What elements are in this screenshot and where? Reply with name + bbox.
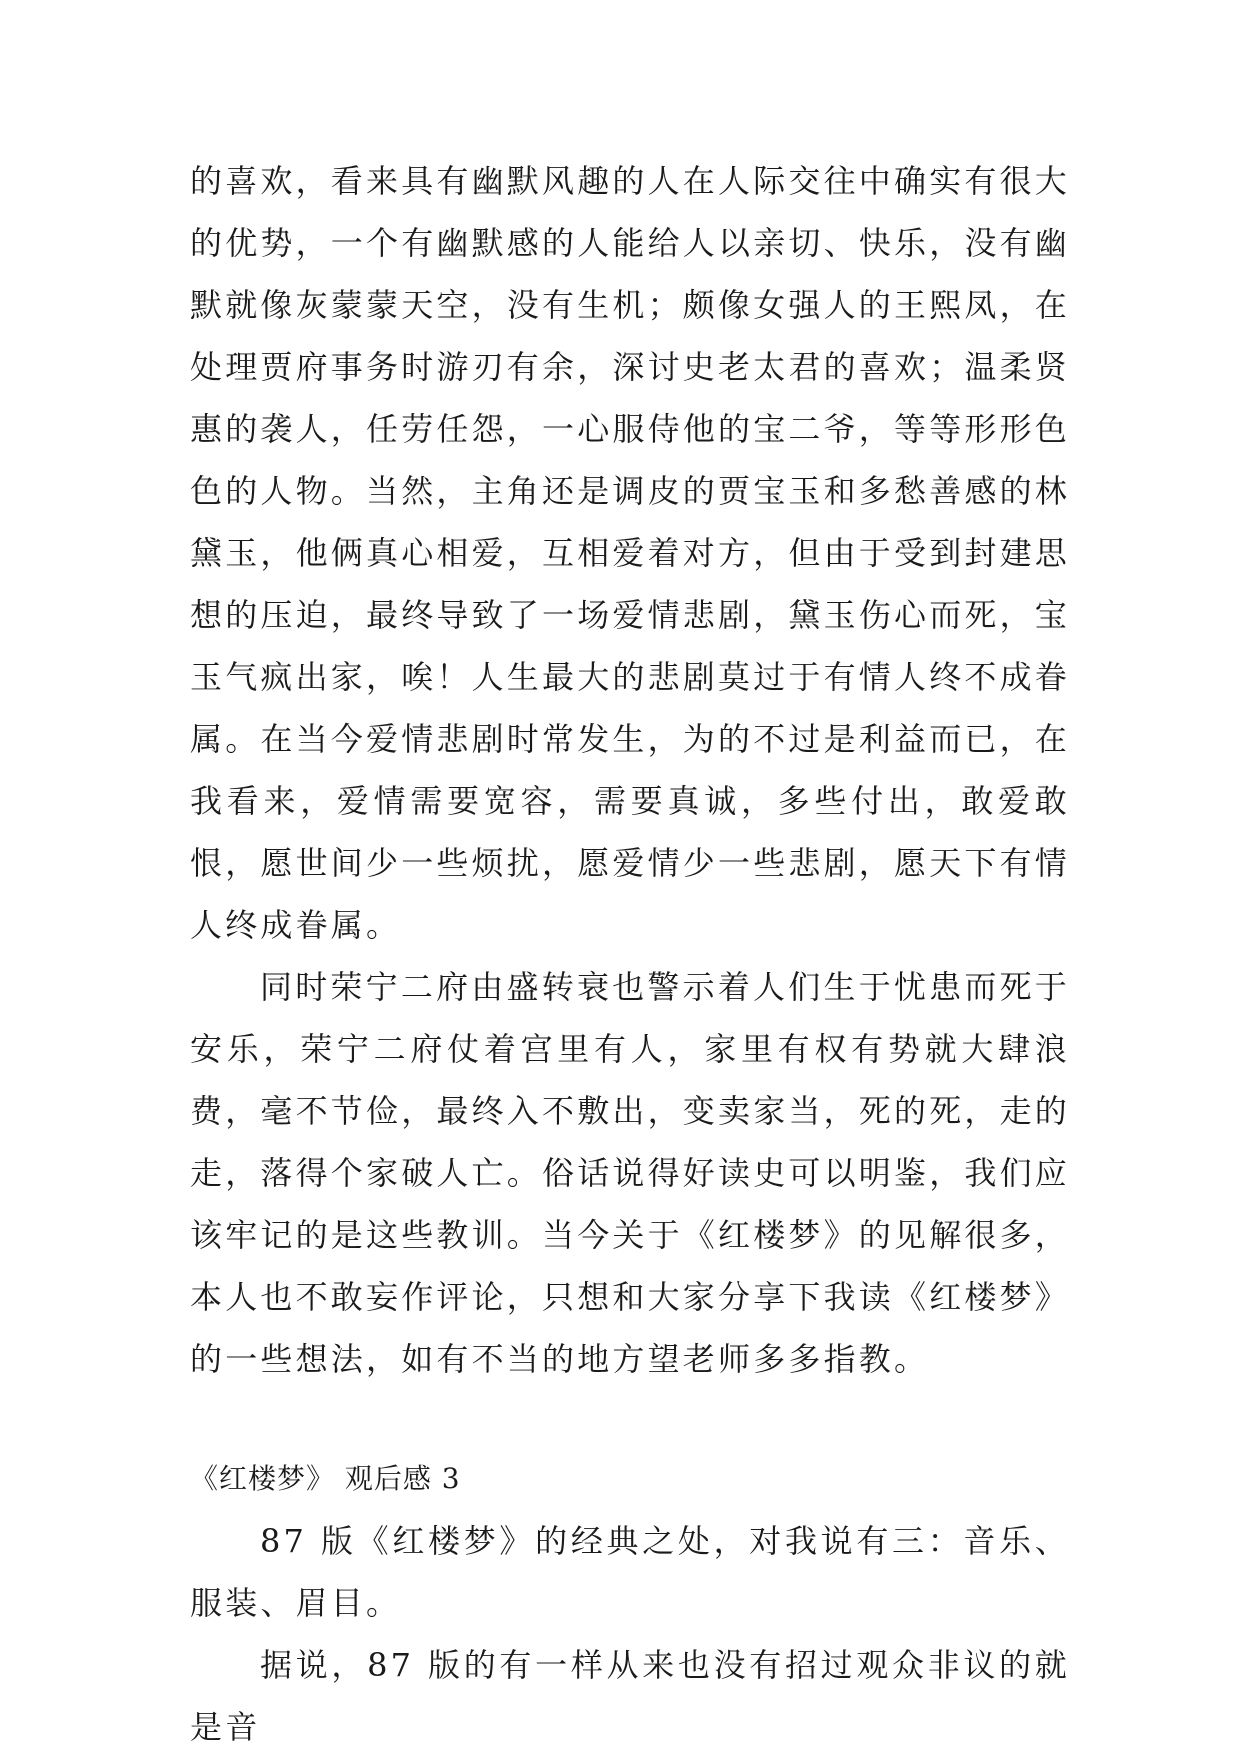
document-body xyxy=(190,150,1070,1758)
section-heading: 《红楼梦》 观后感 3 xyxy=(190,1462,461,1495)
paragraph-1: 的喜欢，看来具有幽默风趣的人在人际交往中确实有很大的优势，一个有幽默感的人能给人以亲切、快乐，没有幽默就像灰蒙蒙天空，没有生机；颇像女强人的王熙凤，在处理贾府事务时游刃有余，深讨史老太君的喜欢；温柔贤惠的袭人，任劳任怨，一心服侍他的宝二爷，等等形形色色的人物。当然，主角还是调皮的贾宝玉和多愁善感的林黛玉，他俩真心相爱，互相爱着对方，但由于受到封建思想的压迫，最终导致了一场爱情悲剧，黛玉伤心而死，宝玉气疯出家，唉！人生最大的悲剧莫过于有情人终不成眷属。在当今爱情悲剧时常发生，为的不过是利益而已，在我看来，爱情需要宽容，需要真诚，多些付出，敢爱敢恨，愿世间少一些烦扰，愿爱情少一些悲剧，愿天下有情人终成眷属。 xyxy=(190,162,1071,944)
paragraph-2: 同时荣宁二府由盛转衰也警示着人们生于忧患而死于安乐，荣宁二府仗着宫里有人，家里有权有势就大肆浪费，毫不节俭，最终入不敷出，变卖家当，死的死，走的走，落得个家破人亡。俗话说得好读史可以明鉴，我们应该牢记的是这些教训。当今关于《红楼梦》的见解很多，本人也不敢妄作评论，只想和大家分享下我读《红楼梦》的一些想法，如有不当的地方望老师多多指教。 xyxy=(190,968,1071,1378)
paragraph-4: 据说，87 版的有一样从来也没有招过观众非议的就是音 xyxy=(190,1646,1070,1746)
paragraph-3: 87 版《红楼梦》的经典之处，对我说有三：音乐、服装、眉目。 xyxy=(190,1522,1070,1622)
